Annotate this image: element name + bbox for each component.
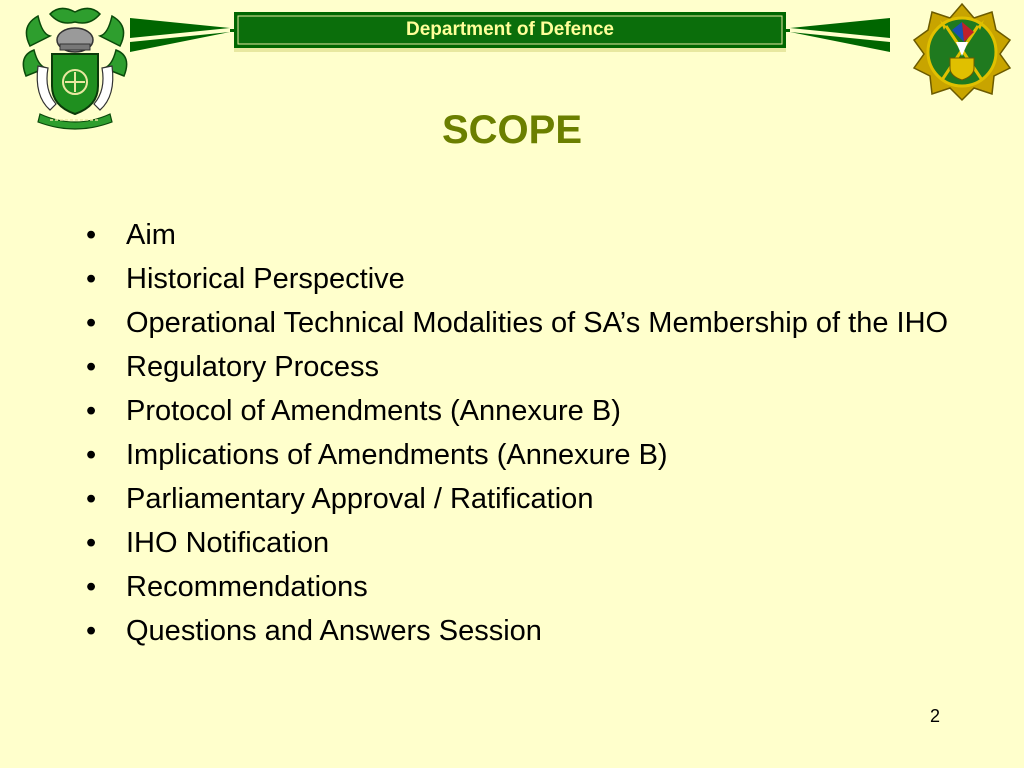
list-item-text: Protocol of Amendments (Annexure B) — [126, 395, 621, 427]
bullet-icon: • — [86, 219, 97, 251]
list-item-text: Implications of Amendments (Annexure B) — [126, 439, 668, 471]
list-item — [86, 526, 956, 561]
sandf-emblem-icon — [912, 2, 1012, 102]
list-item-text: Recommendations — [126, 571, 368, 603]
page-number: 2 — [929, 706, 940, 726]
list-item-text: Aim — [126, 219, 176, 251]
bullet-icon: • — [86, 439, 97, 471]
list-item — [86, 614, 956, 649]
department-title: Department of Defence — [406, 19, 614, 40]
list-item-text: IHO Notification — [126, 527, 330, 559]
list-item-text: Parliamentary Approval / Ratification — [126, 483, 594, 515]
slide-title: SCOPE — [441, 108, 583, 152]
list-item — [86, 438, 956, 473]
list-item-text: Historical Perspective — [126, 263, 405, 295]
bullet-icon: • — [86, 483, 97, 515]
list-item-text: Questions and Answers Session — [126, 615, 542, 647]
bullet-icon: • — [86, 351, 97, 383]
list-item-text: Operational Technical Modalities of SA’s Membership of the IHO — [126, 307, 949, 339]
list-item — [86, 262, 956, 297]
list-item — [86, 482, 956, 517]
list-item — [86, 306, 956, 341]
bullet-icon: • — [86, 571, 97, 603]
bullet-icon: • — [86, 527, 97, 559]
bullet-icon: • — [86, 615, 97, 647]
list-item — [86, 218, 956, 253]
bullet-icon: • — [86, 263, 97, 295]
bullet-list — [86, 218, 956, 658]
list-item — [86, 350, 956, 385]
list-item — [86, 570, 956, 605]
bullet-icon: • — [86, 395, 97, 427]
bullet-icon: • — [86, 307, 97, 339]
list-item-text: Regulatory Process — [126, 351, 380, 383]
list-item — [86, 394, 956, 429]
header-banner — [130, 8, 890, 56]
